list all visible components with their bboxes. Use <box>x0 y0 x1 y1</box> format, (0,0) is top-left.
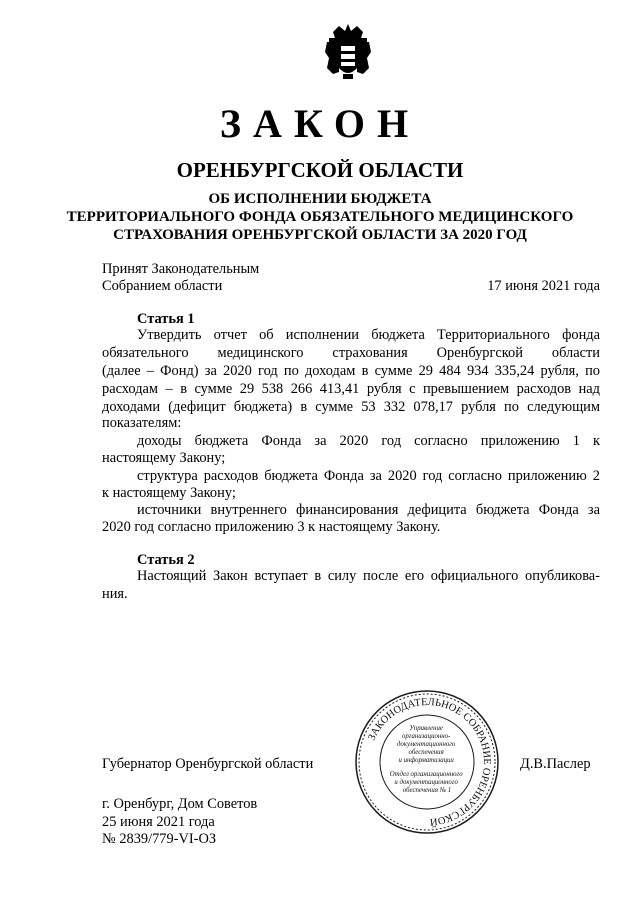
adoption-date: 17 июня 2021 года <box>487 278 600 294</box>
subject-line: ТЕРРИТОРИАЛЬНОГО ФОНДА ОБЯЗАТЕЛЬНОГО МЕДИЦИНСКОГО <box>66 209 574 225</box>
article-2-line: Настоящий Закон вступает в силу после его официального опубликова- <box>137 568 600 584</box>
law-title: ЗАКОН <box>219 101 421 146</box>
article-1-line: доходы бюджета Фонда за 2020 год согласно приложению 1 к <box>137 433 600 449</box>
seal-ring-text: ЗАКОНОДАТЕЛЬНОЕ СОБРАНИЕ ОРЕНБУРГСКОЙ <box>366 696 493 828</box>
region-title: ОРЕНБУРГСКОЙ ОБЛАСТИ <box>176 158 464 182</box>
subject-line: СТРАХОВАНИЯ ОРЕНБУРГСКОЙ ОБЛАСТИ ЗА 2020 ГОД <box>113 227 527 243</box>
signing-date: 25 июня 2021 года <box>102 814 215 830</box>
signatory-name: Д.В.Паслер <box>520 756 591 772</box>
article-1-line: настоящему Закону; <box>102 450 226 466</box>
article-1-line: показателям: <box>102 415 182 431</box>
subject-line: ОБ ИСПОЛНЕНИИ БЮДЖЕТА <box>208 191 432 207</box>
law-subject <box>0 190 640 244</box>
article-1-line: структура расходов бюджета Фонда за 2020 год согласно приложению 2 <box>137 468 600 484</box>
signatory-position: Губернатор Оренбургской области <box>102 756 314 772</box>
adoption-line-1: Принят Законодательным <box>102 261 260 277</box>
article-1-line: доходами (дефицит бюджета) в сумме 53 332 078,17 рубля по следующим <box>102 399 600 415</box>
article-1-line: расходам – в сумме 29 538 266 413,41 рубля с превышением расходов над <box>102 381 600 397</box>
svg-text:Управление организационно-: Управление организационно- документационного обеспечения и информатизации Отдел организационного и документационного обеспечения № 1 <box>389 725 463 794</box>
adoption-line-2: Собранием области <box>102 278 223 294</box>
signing-place: г. Оренбург, Дом Советов <box>102 796 258 812</box>
article-1-heading: Статья 1 <box>137 311 195 327</box>
coat-of-arms-emblem <box>325 22 371 80</box>
article-1-line: к настоящему Закону; <box>102 485 236 501</box>
official-seal-stamp <box>353 688 501 836</box>
article-2-line: ния. <box>102 586 128 602</box>
article-2-heading: Статья 2 <box>137 552 195 568</box>
article-1-line: Утвердить отчет об исполнении бюджета Территориального фонда <box>137 327 600 343</box>
article-1-line: обязательного медицинского страхования Оренбургской области <box>102 345 600 361</box>
article-1-line: (далее – Фонд) за 2020 год по доходам в сумме 29 484 934 335,24 рубля, по <box>102 363 600 379</box>
article-1-line: источники внутреннего финансирования дефицита бюджета Фонда за <box>137 502 600 518</box>
law-number: № 2839/779-VI-ОЗ <box>102 831 217 847</box>
article-1-line: 2020 год согласно приложению 3 к настоящему Закону. <box>102 519 441 535</box>
